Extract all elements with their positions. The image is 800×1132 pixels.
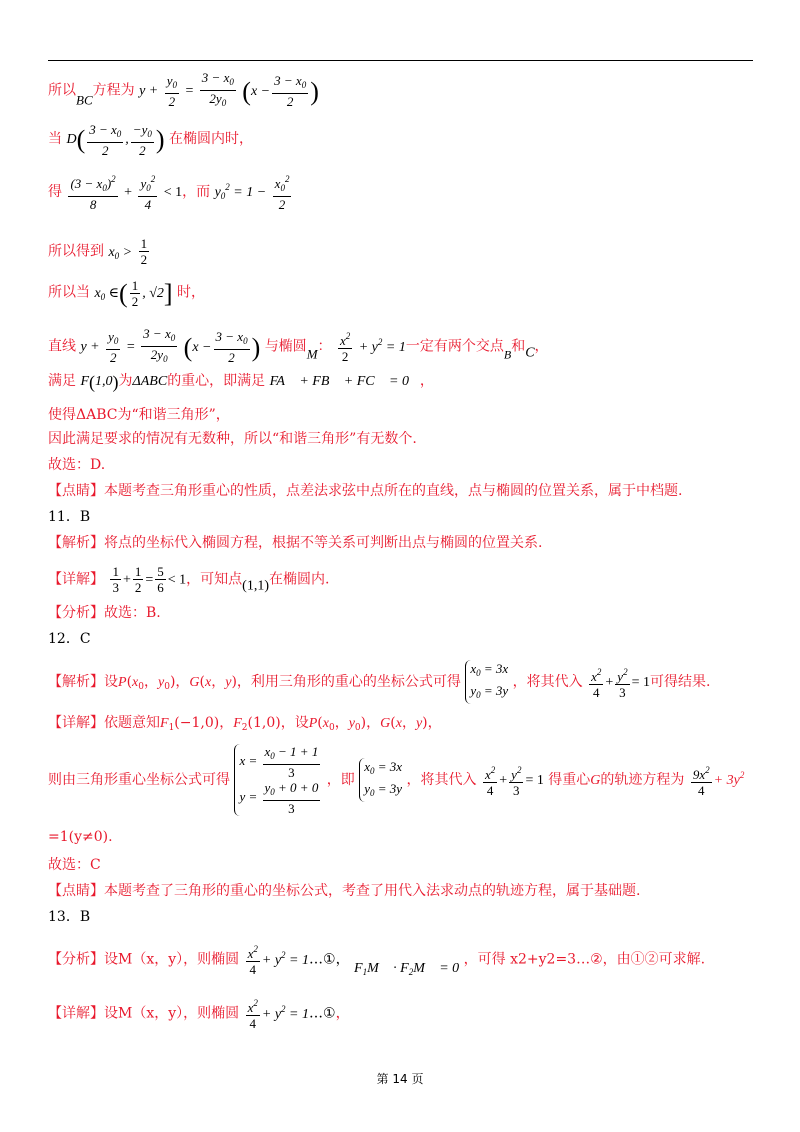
line-detail-13: 【详解】设M（x，y），则椭圆 $\frac{x^2}{4}$ + $y^2$ = 1…①， bbox=[48, 998, 350, 1031]
line-answer-c: 故选：C bbox=[48, 857, 101, 873]
line-centroid: 满足 F(1,0)为ΔABC的重心，即满足 FA⃗ + FB⃗ + FC⃗ = 0⃗， bbox=[48, 371, 434, 392]
line-locus-result: =1(y≠0). bbox=[48, 829, 113, 845]
line-analysis-13: 【分析】设M（x，y），则椭圆 $\frac{x^2}{4}$ + $y^2$ = 1…①， $F_1M⃗$ · $F_2M⃗ = 0$ ，可得 x2+y2=3…②，由①②可求解. bbox=[48, 944, 706, 977]
line-centroid-formula: 则由三角形重心坐标公式可得 x = $\frac{x_0 - 1 + 1}{3}$ y = $\frac{y_0 + 0 + 0}{3}$ ，即 $x_0 = 3x$ $y_0 = 3y$ ，将其代入 $\frac{x^2}{4}$ + $\frac{y^2}{3}$ = 1 得重心G的轨迹方程为 $\frac{9x^2}{4}$ + $3y^2$ bbox=[48, 744, 745, 816]
line-answer-b: 【分析】故选：B. bbox=[48, 605, 161, 621]
question-12-heading: 12．C bbox=[48, 631, 91, 647]
line-inequality: 得 $\frac{(3 - x_0)^2}{8}$ + $\frac{y_0^2}{4}$ < 1，而 $y_0^2 = 1$ − $\frac{x_0^2}{2}$ bbox=[48, 174, 290, 212]
line-conclusion: 因此满足要求的情况有无数种，所以“和谐三角形”有无数个. bbox=[48, 431, 417, 447]
page-number: 第 14 页 bbox=[376, 1072, 424, 1086]
question-13-heading: 13．B bbox=[48, 909, 91, 925]
line-detail-11: 【详解】 $\frac{1}{3}$ + $\frac{1}{2}$ = $\frac{5}{6}$ < 1，可知点(1,1)在椭圆内. bbox=[48, 564, 330, 595]
line-answer-d: 故选：D. bbox=[48, 457, 106, 473]
line-intersection: 直线 y + $\frac{y_0}{2}$ = $\frac{3 - x_0}{2y_0}$ (x − $\frac{3 - x_0}{2}$ ) 与椭圆M： $\frac{x^2}{2}$ + $y^2 = 1$一定有两个交点B和C， bbox=[48, 326, 549, 366]
line-x0-range: 所以得到 $x_0$ > $\frac{1}{2}$ bbox=[48, 236, 148, 267]
line-analysis-11: 【解析】将点的坐标代入椭圆方程，根据不等关系可判断出点与椭圆的位置关系. bbox=[48, 535, 543, 551]
question-11-heading: 11．B bbox=[48, 509, 91, 525]
header-rule bbox=[48, 60, 753, 61]
line-detail-12: 【详解】依题意知$F_1(-1,0)$，$F_2(1,0)$，设$P(x_0$，$y_0$)，G(x，y)， bbox=[48, 715, 442, 733]
line-comment-12: 【点睛】本题考查了三角形的重心的坐标公式，考查了用代入法求动点的轨迹方程，属于基础题. bbox=[48, 883, 641, 899]
line-bc-equation: 所以BC方程为 y + $\frac{y_0}{2}$ = $\frac{3 - x_0}{2y_0}$ (x − $\frac{3 - x_0}{2}$ ) bbox=[48, 70, 319, 110]
line-point-d: 当 D( $\frac{3 - x_0}{2}$ , $\frac{-y_0}{2}$ ) 在椭圆内时， bbox=[48, 122, 253, 158]
line-harmonious: 使得ΔABC为“和谐三角形”， bbox=[48, 407, 230, 423]
line-comment-10: 【点睛】本题考查三角形重心的性质，点差法求弦中点所在的直线，点与椭圆的位置关系，属于中档题. bbox=[48, 483, 683, 499]
line-analysis-12: 【解析】设$P(x_0$，$y_0$)，G(x，y)，利用三角形的重心的坐标公式可得 $x_0 = 3x$ $y_0 = 3y$ ，将其代入 $\frac{x^2}{4}$ + $\frac{y^2}{3}$ = 1可得结果. bbox=[48, 660, 710, 704]
line-interval: 所以当 $x_0$ ∈( $\frac{1}{2}$ , √2] 时， bbox=[48, 278, 206, 309]
